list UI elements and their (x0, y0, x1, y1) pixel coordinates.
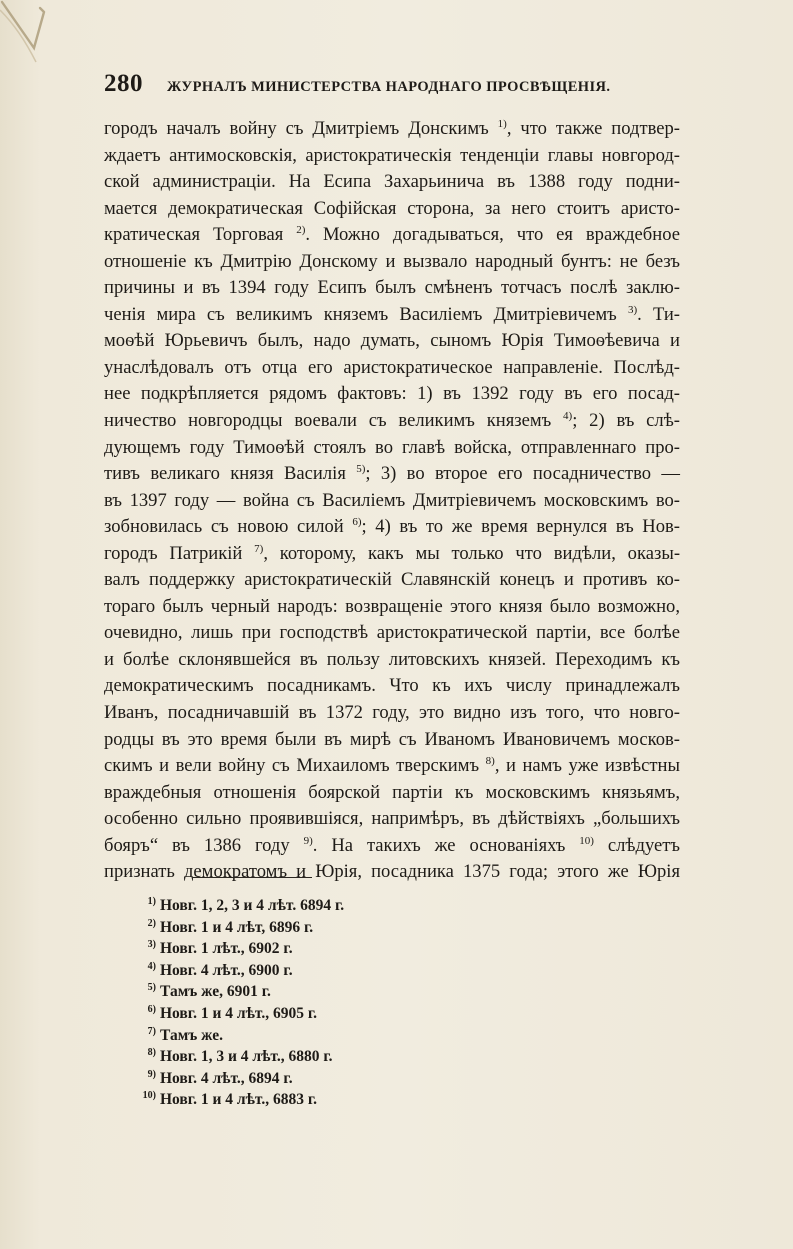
footnote-item (132, 1046, 472, 1068)
text-span: моѳѣй Юрьевичъ былъ, надо думать, сыномъ Юрія Тимоѳѣевича и (104, 330, 680, 352)
text-span: дующемъ году Тимоѳѣй стоялъ во главѣ войска, отправленнаго про- (104, 436, 680, 458)
footnote-text: Новг. 1, 2, 3 и 4 лѣт. 6894 г. (160, 897, 345, 914)
text-line (104, 249, 680, 276)
text-span: ; 2) въ слѣ- (572, 410, 680, 432)
text-span: унаслѣдовалъ отъ отца его аристократическое направленіе. Послѣд- (104, 356, 680, 378)
footnote-mark-text: 4) (147, 960, 156, 972)
text-span: . На такихъ же основаніяхъ (312, 834, 580, 856)
text-line (104, 567, 680, 594)
footnote-mark (132, 938, 160, 960)
footnote-mark (132, 981, 160, 1003)
page-number: 280 (104, 70, 143, 97)
text-line (104, 753, 680, 780)
footnote-ref: 8) (485, 755, 495, 768)
footnote-ref: 6) (352, 516, 362, 529)
text-span: особенно сильно проявившіяся, напримѣръ, въ дѣйствіяхъ „большихъ (104, 808, 680, 830)
text-span: тораго былъ черный народъ: возвращеніе этого князя было возможно, (104, 595, 680, 617)
text-span: бояръ“ въ 1386 году (104, 834, 304, 856)
footnote-item (132, 960, 472, 982)
text-span: скимъ и вели войну съ Михаиломъ тверскимъ (104, 755, 486, 777)
footnote-text: Новг. 4 лѣт., 6894 г. (160, 1069, 293, 1087)
text-line (104, 275, 680, 302)
text-span: слѣдуетъ (593, 834, 681, 856)
footnote-item (132, 1089, 472, 1111)
footnote-item (132, 1068, 472, 1090)
footnote-mark-text: 9) (147, 1068, 156, 1080)
text-line (104, 700, 680, 727)
text-span: , которому, какъ мы только что видѣли, оказы- (263, 542, 681, 564)
text-span: очевидно, лишь при господствѣ аристократической партіи, все болѣе (104, 622, 680, 644)
footnote-mark-text: 2) (147, 917, 156, 929)
footnote-text: Новг. 1 и 4 лѣт, 6896 г. (160, 918, 314, 936)
footnote-ref: 5) (356, 463, 366, 476)
footnote-ref: 4) (563, 410, 573, 423)
text-span: признать демократомъ и Юрія, посадника 1375 года; этого же Юрія (104, 861, 680, 883)
text-line (104, 461, 680, 488)
text-span: мается демократическая Софійская сторона, за него стоитъ аристо- (104, 197, 680, 219)
footnote-text: Новг. 4 лѣт., 6900 г. (160, 961, 293, 979)
text-span: отношеніе къ Дмитрію Донскому и вызвало народный бунтъ: не безъ (104, 250, 680, 272)
text-span: зобновилась съ новою силой (104, 516, 353, 538)
text-span: , что также подтвер- (506, 118, 680, 139)
text-span: ждаетъ антимосковскія, аристократическія тенденціи главы новгород- (104, 144, 680, 166)
footnote-item (132, 1003, 472, 1025)
text-line (104, 620, 680, 647)
footnote-ref: 3) (627, 303, 638, 316)
footnote-text: Тамъ же, 6901 г. (160, 983, 271, 1001)
footnote-mark-text: 8) (147, 1047, 156, 1059)
footnote-mark-text: 7) (147, 1025, 156, 1037)
text-span: ; 4) въ то же время вернулся въ Нов- (361, 516, 680, 538)
footnote-mark-text: 6) (147, 1003, 156, 1015)
text-span: нее подкрѣпляется рядомъ фактовъ: 1) въ 1392 году въ его посад- (104, 383, 680, 405)
text-line (104, 222, 680, 249)
text-line (104, 381, 680, 408)
footnote-mark (132, 1046, 160, 1068)
text-line (104, 408, 680, 435)
text-span: . Ти- (637, 303, 680, 325)
footnote-item (132, 981, 472, 1003)
text-line (104, 143, 680, 170)
text-span: тивъ великаго князя Василія (104, 463, 357, 485)
footnote-mark (132, 1089, 160, 1111)
footnote-mark (132, 917, 160, 939)
footnotes (132, 895, 472, 1111)
text-line (104, 355, 680, 382)
text-line (104, 806, 680, 833)
text-line (104, 833, 680, 860)
text-span: городъ началъ войну съ Дмитріемъ Донскимъ (104, 118, 498, 139)
text-span: враждебныя отношенія боярской партіи къ московскимъ князьямъ, (104, 781, 680, 803)
footnote-mark (132, 960, 160, 982)
text-line (104, 488, 680, 515)
text-line (104, 328, 680, 355)
text-span: валъ поддержку аристократическій Славянскій конецъ и противъ ко- (104, 569, 680, 591)
footnote-divider (192, 877, 312, 878)
footnote-text: Новг. 1 лѣт., 6902 г. (160, 940, 293, 958)
text-span: причины и въ 1394 году Есипъ былъ смѣненъ тотчасъ послѣ заклю- (104, 277, 680, 299)
text-line (104, 594, 680, 621)
text-span: демократическимъ посадникамъ. Что къ ихъ числу принадлежалъ (104, 675, 680, 697)
footnote-ref: 9) (303, 834, 313, 847)
text-span: городъ Патрикій (104, 542, 255, 564)
text-span: , и намъ уже извѣстны (494, 755, 680, 777)
footnote-item (132, 1025, 472, 1047)
text-span: Иванъ, посадничавшій въ 1372 году, это видно изъ того, что новго- (104, 702, 680, 724)
running-title: ЖУРНАЛЪ МИНИСТЕРСТВА НАРОДНАГО ПРОСВѢЩЕНІЯ. (167, 79, 611, 95)
footnote-text: Тамъ же. (160, 1026, 223, 1044)
footnote-mark (132, 1068, 160, 1090)
text-line (104, 169, 680, 196)
text-line (104, 116, 680, 143)
text-span: кратическая Торговая (104, 224, 297, 246)
body-text (104, 116, 680, 886)
text-line (104, 302, 680, 329)
text-line (104, 647, 680, 674)
text-line (104, 780, 680, 807)
footnote-ref: 1) (497, 118, 507, 130)
footnote-ref: 10) (579, 834, 594, 847)
text-span: и болѣе склонявшейся въ пользу литовскихъ князей. Переходимъ къ (104, 648, 680, 670)
text-span: ской администраціи. На Есипа Захарьинича въ 1388 году подни- (104, 171, 680, 193)
footnote-mark-text: 1) (147, 896, 156, 907)
footnote-text: Новг. 1 и 4 лѣт., 6883 г. (160, 1091, 317, 1109)
text-span: въ 1397 году — война съ Василіемъ Дмитріевичемъ московскимъ во- (104, 489, 680, 511)
text-line (104, 435, 680, 462)
text-line (104, 514, 680, 541)
pencil-mark-icon (0, 0, 60, 70)
text-line (104, 673, 680, 700)
footnote-ref: 2) (296, 224, 306, 237)
footnote-text: Новг. 1, 3 и 4 лѣт., 6880 г. (160, 1048, 333, 1066)
footnote-mark-text: 5) (147, 982, 156, 994)
text-line (104, 727, 680, 754)
footnote-mark (132, 1025, 160, 1047)
text-span: ничество новгородцы воевали съ великимъ княземъ (104, 410, 564, 432)
footnote-mark (132, 895, 160, 917)
text-line (104, 541, 680, 568)
text-line (104, 859, 680, 886)
footnote-mark-text: 10) (142, 1090, 156, 1102)
footnote-ref: 7) (254, 542, 264, 555)
text-span: родцы въ это время были въ мирѣ съ Иваномъ Ивановичемъ москов- (104, 728, 680, 750)
footnote-item (132, 938, 472, 960)
text-span: ; 3) во второе его посадничество — (365, 463, 680, 485)
page-header (104, 70, 679, 100)
text-line (104, 196, 680, 223)
footnote-mark (132, 1003, 160, 1025)
footnote-item (132, 895, 472, 917)
text-span: . Можно догадываться, что ея враждебное (305, 224, 680, 246)
footnote-mark-text: 3) (147, 939, 156, 951)
footnote-item (132, 917, 472, 939)
footnote-text: Новг. 1 и 4 лѣт., 6905 г. (160, 1004, 317, 1022)
text-span: ченія мира съ великимъ княземъ Василіемъ Дмитріевичемъ (104, 303, 628, 325)
